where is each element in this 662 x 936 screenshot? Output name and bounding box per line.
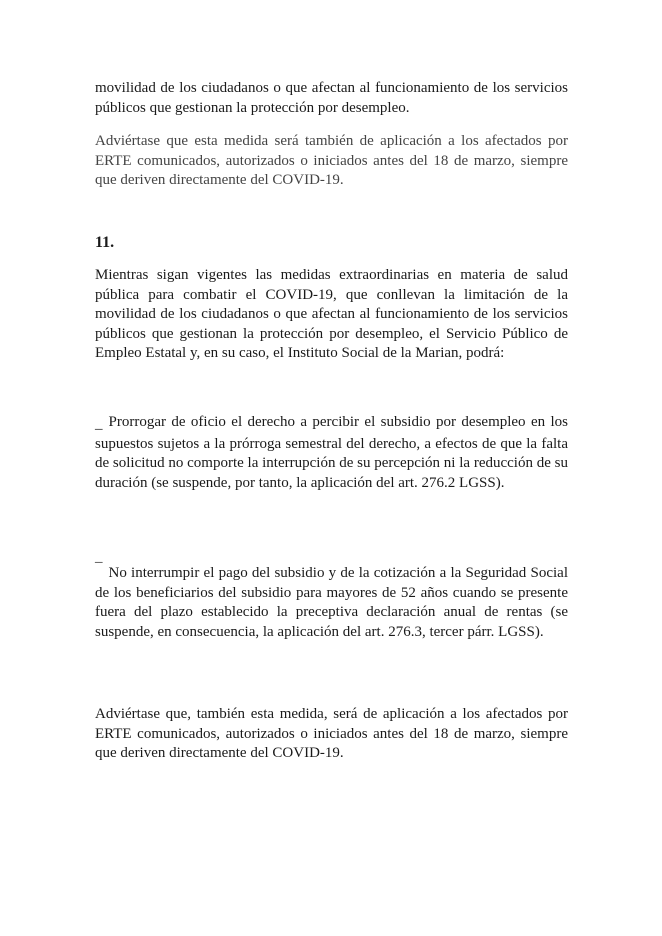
paragraph-2: Adviértase que esta medida será también de aplicación a los afectados por ERTE comunicados, autorizados o iniciados antes del 18 de marzo, siempre que deriven directamente del COVID-19. — [95, 133, 568, 188]
bullet-1-text: Prorrogar de oficio el derecho a percibir el subsidio por desempleo en los supuestos sujetos a la prórroga semestral del derecho, a efectos de que la falta de solicitud no comporte la interrupción de su percepción ni la reducción de su duración (se suspende, por tanto, la aplicación del art. 276.2 LGSS). — [95, 414, 568, 491]
paragraph-4: Adviértase que, también esta medida, será de aplicación a los afectados por ERTE comunicados, autorizados o iniciados antes del 18 de marzo, siempre que deriven directamente del COVID-19. — [95, 706, 568, 761]
bullet-1-mark: _ — [95, 416, 103, 432]
bullet-item-1 — [95, 413, 568, 493]
bullet-2-mark: ¯ — [95, 561, 103, 577]
paragraph-1: movilidad de los ciudadanos o que afectan al funcionamiento de los servicios públicos que gestionan la protección por desempleo. — [95, 80, 568, 116]
bullet-2-text: No interrumpir el pago del subsidio y de la cotización a la Seguridad Social de los beneficiarios del subsidio para mayores de 52 años cuando se presente fuera del plazo establecido la preceptiva declaración anual de rentas (se suspende, en consecuencia, la aplicación del art. 276.3, tercer párr. LGSS). — [95, 565, 568, 640]
bullet-item-2 — [95, 560, 568, 642]
section-number: 11. — [95, 234, 115, 251]
paragraph-3: Mientras sigan vigentes las medidas extraordinarias en materia de salud pública para combatir el COVID-19, que conllevan la limitación de la movilidad de los ciudadanos o que afectan al funcionamiento de los servicios públicos que gestionan la protección por desempleo, el Servicio Público de Empleo Estatal y, en su caso, el Instituto Social de la Marian, podrá: — [95, 267, 568, 361]
